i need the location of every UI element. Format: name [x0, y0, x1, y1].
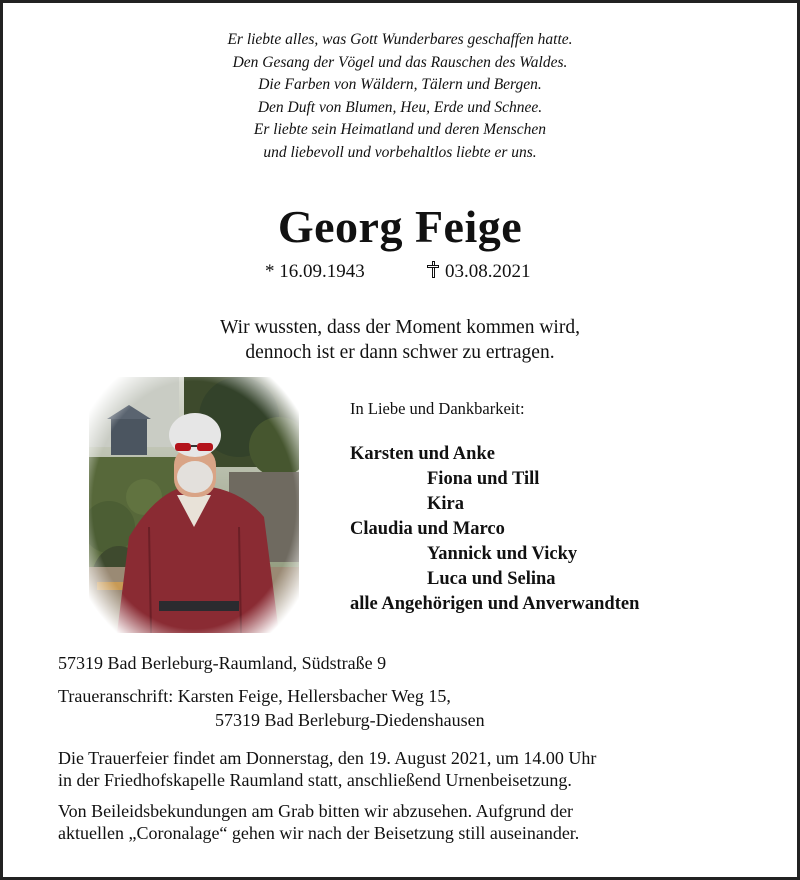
funeral-notice	[58, 747, 596, 791]
cross-icon	[427, 261, 439, 278]
mourning-address	[58, 684, 485, 732]
quote-line: Wir wussten, dass der Moment kommen wird,	[220, 317, 580, 338]
poem-line: Er liebte sein Heimatland und deren Menschen	[253, 121, 547, 138]
home-address: 57319 Bad Berleburg-Raumland, Südstraße 9	[58, 653, 387, 673]
condolence-line: aktuellen „Coronalage“ gehen wir nach der Beisetzung still auseinander.	[58, 823, 580, 843]
poem-line: und liebevoll und vorbehaltlos liebte er uns.	[263, 143, 537, 161]
poem-line: Den Gesang der Vögel und das Rauschen des Waldes.	[232, 53, 568, 71]
family-member: alle Angehörigen und Anverwandten	[350, 594, 640, 614]
family-member: Claudia und Marco	[350, 519, 505, 539]
quote	[3, 315, 797, 365]
thanks-intro: In Liebe und Dankbarkeit:	[350, 399, 525, 418]
family-member: Kira	[427, 494, 464, 514]
quote-line: dennoch ist er dann schwer zu ertragen.	[245, 342, 555, 363]
family-member: Luca und Selina	[427, 569, 556, 589]
mourning-address-line: 57319 Bad Berleburg-Diedenshausen	[215, 710, 485, 730]
birth-date: * 16.09.1943	[265, 261, 365, 282]
family-list	[350, 442, 639, 617]
portrait-photo	[89, 377, 299, 633]
condolence-notice	[58, 800, 579, 844]
poem-line: Er liebte alles, was Gott Wunderbares geschaffen hatte.	[227, 31, 573, 48]
funeral-line: Die Trauerfeier findet am Donnerstag, den 19. August 2021, um 14.00 Uhr	[58, 748, 597, 768]
funeral-line: in der Friedhofskapelle Raumland statt, anschließend Urnenbeisetzung.	[58, 770, 572, 790]
death-date-group	[427, 259, 531, 285]
deceased-name: Georg Feige	[277, 201, 523, 252]
family-member: Fiona und Till	[427, 469, 540, 489]
death-date: 03.08.2021	[445, 261, 531, 282]
poem-line: Die Farben von Wäldern, Tälern und Bergen.	[258, 76, 542, 93]
poem-line: Den Duft von Blumen, Heu, Erde und Schnee.	[257, 98, 543, 116]
family-member: Yannick und Vicky	[427, 544, 578, 564]
poem	[3, 29, 797, 164]
mourning-address-line: Traueranschrift: Karsten Feige, Hellersbacher Weg 15,	[58, 686, 451, 706]
condolence-line: Von Beileidsbekundungen am Grab bitten wir abzusehen. Aufgrund der	[58, 801, 574, 821]
family-member: Karsten und Anke	[350, 444, 495, 464]
